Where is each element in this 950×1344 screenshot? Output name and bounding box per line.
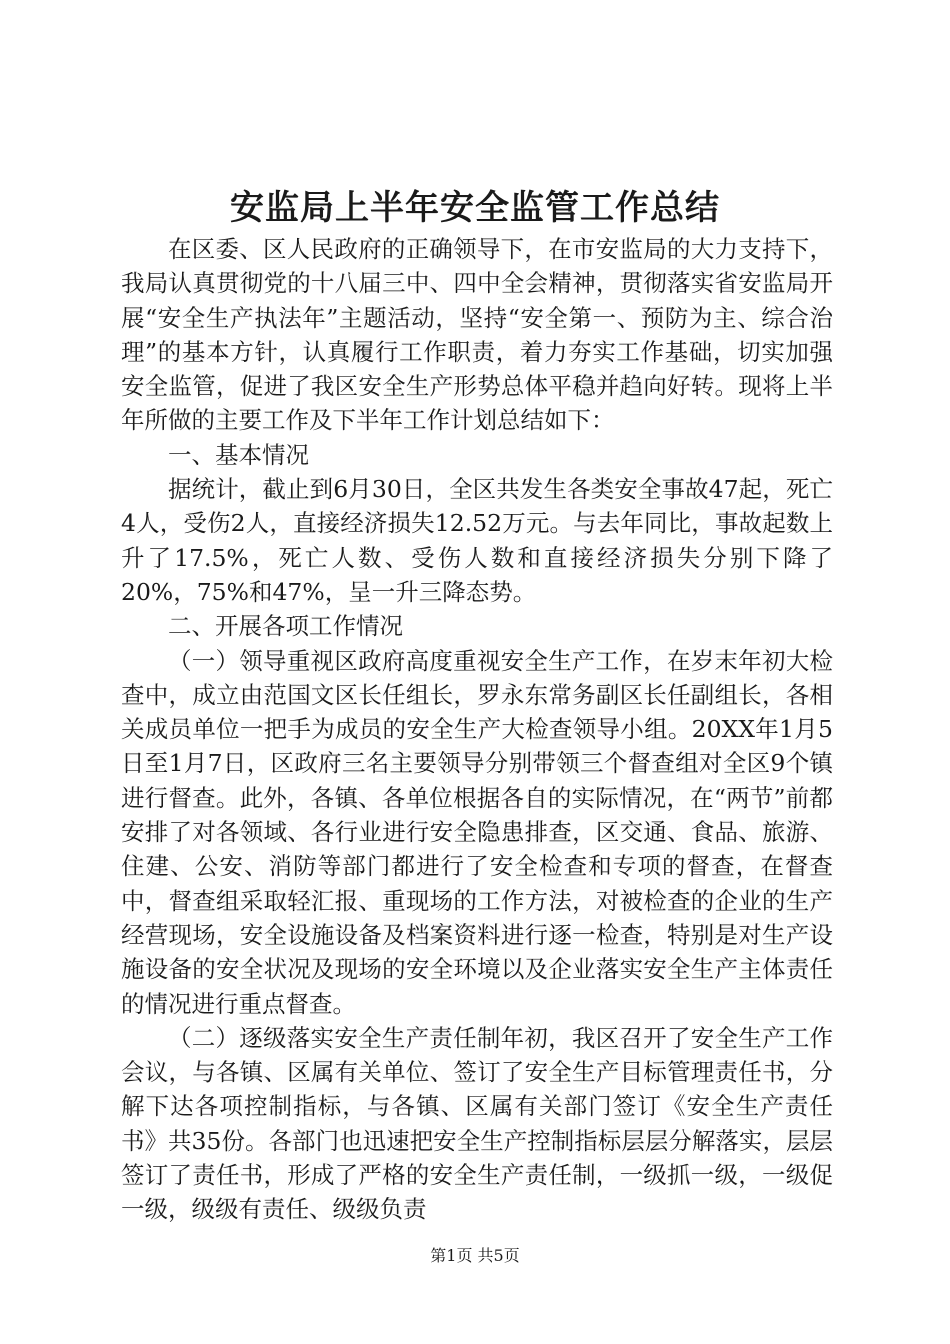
paragraph-responsibility: （二）逐级落实安全生产责任制年初，我区召开了安全生产工作会议，与各镇、区属有关单位、签订了安全生产目标管理责任书，分解下达各项控制指标，与各镇、区属有关部门签订《安全生产责任书》共35份。各部门也迅速把安全生产控制指标层层分解落实，层层签订了责任书，形成了严格的安全生产责任制，一级抓一级，一级促一级，级级有责任、级级负责: [121, 1023, 833, 1224]
paragraph-statistics: 据统计，截止到6月30日，全区共发生各类安全事故47起，死亡4人，受伤2人，直接经济损失12.52万元。与去年同比，事故起数上升了17.5%，死亡人数、受伤人数和直接经济损失分别下降了20%，75%和47%，呈一升三降态势。: [121, 475, 833, 606]
page-number-footer: 第1页 共5页: [430, 1246, 520, 1265]
paragraph-leadership: （一）领导重视区政府高度重视安全生产工作，在岁末年初大检查中，成立由范国文区长任组长，罗永东常务副区长任副组长，各相关成员单位一把手为成员的安全生产大检查领导小组。20XX年1月5日至1月7日，区政府三名主要领导分别带领三个督查组对全区9个镇进行督查。此外，各镇、各单位根据各自的实际情况，在“两节”前都安排了对各领域、各行业进行安全隐患排查，区交通、食品、旅游、住建、公安、消防等部门都进行了安全检查和专项的督查，在督查中，督查组采取轻汇报、重现场的工作方法，对被检查的企业的生产经营现场，安全设施设备及档案资料进行逐一检查，特别是对生产设施设备的安全状况及现场的安全环境以及企业落实安全生产主体责任的情况进行重点督查。: [121, 646, 833, 1018]
paragraph-intro: 在区委、区人民政府的正确领导下，在市安监局的大力支持下，我局认真贯彻党的十八届三中、四中全会精神，贯彻落实省安监局开展“安全生产执法年”主题活动，坚持“安全第一、预防为主、综合治理”的基本方针，认真履行工作职责，着力夯实工作基础，切实加强安全监管，促进了我区安全生产形势总体平稳并趋向好转。现将上半年所做的主要工作及下半年工作计划总结如下：: [121, 235, 833, 435]
section-heading-work: 二、开展各项工作情况: [168, 612, 403, 641]
document-body: [121, 232, 833, 1227]
section-heading-basic: 一、基本情况: [168, 440, 309, 469]
document-title: 安监局上半年安全监管工作总结: [230, 188, 720, 228]
